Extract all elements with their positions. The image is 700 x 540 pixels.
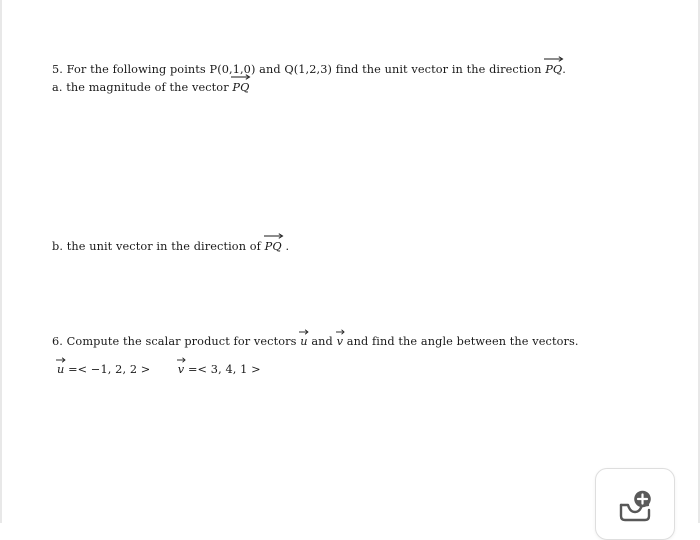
- inbox-action-button[interactable]: [595, 468, 675, 540]
- problem-5-suffix: .: [562, 63, 566, 76]
- problem-5-statement: [52, 63, 566, 77]
- problem-5-text: 5. For the following points P(0,1,0) and Q(1,2,3) find the unit vector in the direction: [52, 63, 542, 76]
- vector-v-symbol: v: [177, 363, 185, 376]
- problem-6-text: 6. Compute the scalar product for vectors: [52, 335, 297, 348]
- vector-v-definition: [178, 363, 184, 377]
- problem-5b-suffix: .: [285, 240, 290, 253]
- problem-5b: [52, 240, 289, 254]
- vector-pq-label: PQ: [232, 81, 250, 94]
- problem-6-suffix: and find the angle between the vectors.: [346, 335, 579, 348]
- vector-u: [300, 335, 307, 349]
- vector-arrow-icon: [299, 329, 308, 335]
- vector-pq-label: PQ: [264, 240, 282, 253]
- vector-u-value: =< −1, 2, 2 >: [68, 363, 151, 376]
- vector-pq-label: PQ: [545, 63, 563, 76]
- problem-6-statement: [52, 335, 579, 349]
- problem-5b-text: b. the unit vector in the direction of: [52, 240, 261, 253]
- vector-arrow-icon: [264, 233, 283, 239]
- vector-u-label: u: [300, 335, 308, 348]
- vector-arrow-icon: [544, 56, 563, 62]
- vector-arrow-icon: [231, 74, 250, 80]
- document-page: [2, 0, 698, 523]
- vector-arrow-icon: [336, 329, 344, 335]
- vector-v: [337, 335, 343, 349]
- problem-6-and: and: [311, 335, 333, 348]
- inbox-plus-icon: [617, 490, 653, 524]
- problem-5a: [52, 81, 249, 95]
- vector-pq: [265, 240, 282, 254]
- vector-arrow-icon: [177, 357, 185, 363]
- vector-u-symbol: u: [57, 363, 65, 376]
- vector-u-definition: [57, 363, 64, 377]
- vector-arrow-icon: [56, 357, 65, 363]
- vector-v-label: v: [336, 335, 344, 348]
- vector-pq: [232, 81, 249, 95]
- problem-5a-text: a. the magnitude of the vector: [52, 81, 229, 94]
- vector-v-value: =< 3, 4, 1 >: [187, 363, 261, 376]
- vector-pq: [545, 63, 562, 77]
- problem-6-vectors: [57, 363, 261, 377]
